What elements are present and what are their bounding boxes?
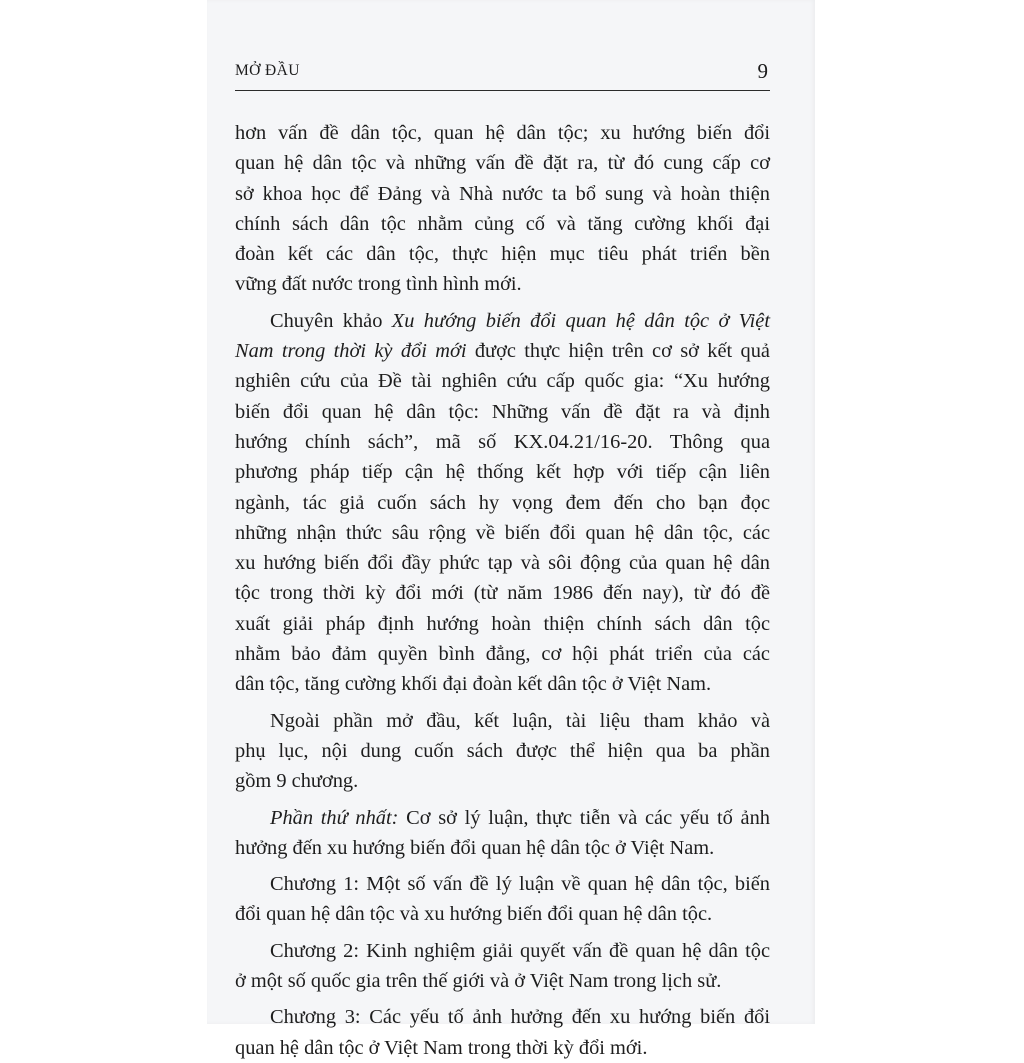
- text-line: phương pháp tiếp cận hệ thống kết hợp với tiếp cận liên: [235, 461, 770, 484]
- text-line: [235, 336, 770, 366]
- text-line: Chương 1: Một số vấn đề lý luận về quan hệ dân tộc, biến: [270, 873, 770, 896]
- text-line: [235, 803, 770, 833]
- text-line: xu hướng biến đổi đầy phức tạp và sôi động của quan hệ dân: [235, 552, 770, 575]
- text-line: đổi quan hệ dân tộc và xu hướng biến đổi quan hệ dân tộc.: [235, 903, 713, 926]
- text-line: ngành, tác giả cuốn sách hy vọng đem đến cho bạn đọc: [235, 491, 770, 514]
- paragraph-3: [235, 706, 770, 797]
- text-line: nghiên cứu của Đề tài nghiên cứu cấp quốc gia: “Xu hướng: [235, 370, 770, 393]
- paragraph-part-one: [235, 803, 770, 864]
- text-run: Chuyên khảo: [270, 309, 392, 332]
- text-line: Chương 3: Các yếu tố ảnh hưởng đến xu hướng biến đổi: [270, 1006, 770, 1029]
- page-number: 9: [757, 59, 768, 83]
- part-label-italic: Phần thứ nhất:: [270, 806, 399, 829]
- text-line: quan hệ dân tộc ở Việt Nam trong thời kỳ đổi mới.: [235, 1036, 648, 1059]
- text-line: hướng chính sách”, mã số KX.04.21/16-20. Thông qua: [235, 430, 770, 453]
- text-line: Chương 2: Kinh nghiệm giải quyết vấn đề quan hệ dân tộc: [270, 939, 770, 962]
- text-line: quan hệ dân tộc và những vấn đề đặt ra, từ đó cung cấp cơ: [235, 152, 770, 175]
- text-run: Cơ sở lý luận, thực tiễn và các yếu tố ảnh: [398, 806, 770, 829]
- paragraph-chapter-3: [235, 1002, 770, 1063]
- text-line: [235, 306, 770, 336]
- text-line: xuất giải pháp định hướng hoàn thiện chính sách dân tộc: [235, 612, 770, 635]
- text-line: sở khoa học để Đảng và Nhà nước ta bổ sung và hoàn thiện: [235, 182, 770, 205]
- text-line: những nhận thức sâu rộng về biến đổi quan hệ dân tộc, các: [235, 521, 770, 544]
- paragraph-1: [235, 118, 770, 300]
- text-line: Ngoài phần mở đầu, kết luận, tài liệu tham khảo và: [270, 709, 770, 732]
- body-text: [235, 118, 770, 1063]
- text-line: chính sách dân tộc nhằm củng cố và tăng cường khối đại: [235, 212, 770, 235]
- text-line: ở một số quốc gia trên thế giới và ở Việt Nam trong lịch sử.: [235, 970, 722, 993]
- running-header: [235, 60, 770, 91]
- text-line: biến đổi quan hệ dân tộc: Những vấn đề đặt ra và định: [235, 400, 770, 423]
- text-line: dân tộc, tăng cường khối đại đoàn kết dân tộc ở Việt Nam.: [235, 673, 712, 696]
- paragraph-2: [235, 306, 770, 700]
- paragraph-chapter-2: [235, 936, 770, 997]
- book-title-italic: Xu hướng biến đổi quan hệ dân tộc ở Việt: [391, 309, 770, 332]
- text-line: nhằm bảo đảm quyền bình đẳng, cơ hội phát triển của các: [235, 643, 770, 666]
- text-line: đoàn kết các dân tộc, thực hiện mục tiêu phát triển bền: [235, 243, 770, 266]
- book-title-italic: Nam trong thời kỳ đổi mới: [235, 340, 467, 363]
- text-line: tộc trong thời kỳ đổi mới (từ năm 1986 đến nay), từ đó đề: [235, 582, 770, 605]
- paragraph-chapter-1: [235, 869, 770, 930]
- text-line: hưởng đến xu hướng biến đổi quan hệ dân tộc ở Việt Nam.: [235, 836, 715, 859]
- chapter-title: MỞ ĐẦU: [235, 62, 300, 79]
- text-line: vững đất nước trong tình hình mới.: [235, 273, 522, 296]
- text-line: gồm 9 chương.: [235, 770, 359, 793]
- text-line: phụ lục, nội dung cuốn sách được thể hiện qua ba phần: [235, 739, 770, 762]
- text-run: được thực hiện trên cơ sở kết quả: [466, 340, 770, 363]
- text-line: hơn vấn đề dân tộc, quan hệ dân tộc; xu hướng biến đổi: [235, 122, 770, 144]
